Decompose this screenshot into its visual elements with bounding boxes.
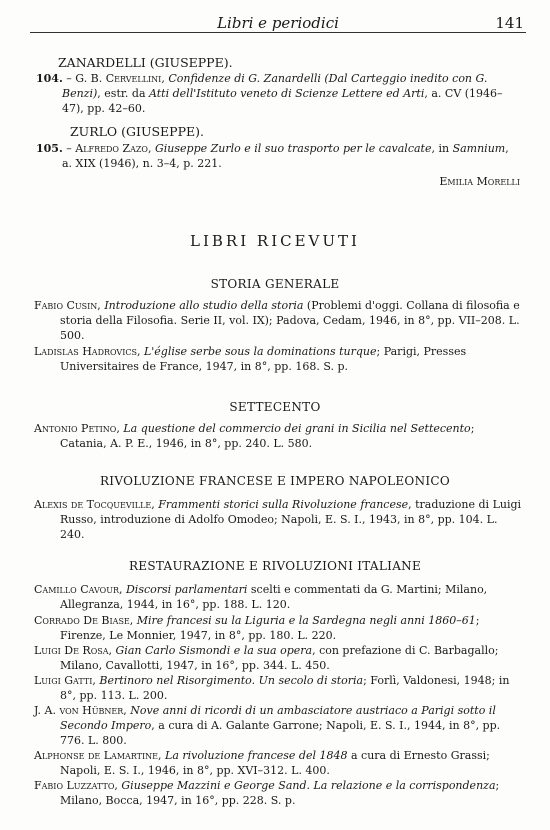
book-title: La questione del commercio dei grani in Sicilia nel Settecento (123, 422, 471, 435)
running-header (30, 10, 526, 33)
book-title: La rivoluzione francese del 1848 (165, 749, 348, 762)
book-author: Fabio Cusin, (34, 299, 101, 312)
page-number: 141 (495, 14, 524, 32)
book-entry-lamartine (34, 748, 524, 778)
book-details: scelti e commentati da G. Martini; Milano, Allegranza, 1944, in 16°, pp. 188. L. 120. (60, 583, 488, 611)
entry-rest: , a. XIX (1946), n. 3–4, p. 221. (62, 142, 509, 170)
book-author: Antonio Petino, (34, 422, 120, 435)
book-details: ; Catania, A. P. E., 1946, in 8°, pp. 240. L. 580. (60, 422, 475, 450)
entry-journal: Samnium (452, 142, 506, 155)
book-details: a cura di Ernesto Grassi; Napoli, E. S. I., 1946, in 8°, pp. XVI–312. L. 400. (60, 749, 490, 777)
subsection-settecento: SETTECENTO (229, 400, 321, 414)
running-title: Libri e periodici (217, 14, 339, 32)
entry-journal: Atti dell'Istituto veneto di Scienze Lettere ed Arti (149, 87, 425, 100)
book-details: ; Parigi, Presses Universitaires de France, 1947, in 8°, pp. 168. S. p. (60, 345, 467, 373)
book-author: Luigi Gatti, (34, 674, 96, 687)
book-title: Frammenti storici sulla Rivoluzione francese (158, 498, 409, 511)
entry-number: 105. (36, 142, 63, 155)
section-title: LIBRI RICEVUTI (190, 232, 360, 250)
subsection-rivoluzione: RIVOLUZIONE FRANCESE E IMPERO NAPOLEONICO (99, 474, 451, 488)
book-details: , con prefazione di C. Barbagallo; Milano, Cavallotti, 1947, in 16°, pp. 344. L. 450. (60, 644, 499, 672)
book-title: Discorsi parlamentari (125, 583, 248, 596)
book-entry-cusin (34, 298, 524, 343)
book-author: J. A. von Hübner, (34, 704, 127, 717)
book-details: ; Milano, Bocca, 1947, in 16°, pp. 228. S. p. (60, 779, 500, 807)
book-author: Corrado De Biase, (34, 614, 134, 627)
book-entry-derosa (34, 643, 524, 673)
review-signature: Emilia Morelli (439, 175, 520, 188)
book-entry-debiase (34, 613, 524, 643)
book-author: Ladislas Hadrovics, (34, 345, 141, 358)
book-entry-cavour (34, 582, 524, 612)
book-title: Gian Carlo Sismondi e la sua opera (115, 644, 313, 657)
book-author: Fabio Luzzatto, (34, 779, 118, 792)
book-title: Mire francesi su la Liguria e la Sardegna negli anni 1860–61 (136, 614, 476, 627)
book-details: ; Forlì, Valdonesi, 1948; in 8°, pp. 113. L. 200. (60, 674, 510, 702)
entry-heading-zurlo: ZURLO (GIUSEPPE). (70, 124, 204, 139)
entry-rest: , in (431, 142, 453, 155)
entry-title: Confidenze di G. Zanardelli (Dal Carteggio inedito con G. Benzi) (62, 72, 488, 100)
entry-104: 104. – G. B. Cervellini, Confidenze di G. Zanardelli (Dal Carteggio inedito con G. Benzi), estr. da Atti dell'Istituto veneto di Scienze Lettere ed Arti, a. CV (1946–47), pp. 42–60. (36, 72, 503, 115)
book-title: Nove anni di ricordi di un ambasciatore austriaco a Parigi sotto il Secondo Impero (60, 704, 496, 732)
book-title: L'église serbe sous la dominations turque (143, 345, 377, 358)
book-details: , traduzione di Luigi Russo, introduzione di Adolfo Omodeo; Napoli, E. S. I., 1943, in 8°, pp. 104. L. 240. (60, 498, 522, 541)
book-details: , a cura di A. Galante Garrone; Napoli, E. S. I., 1944, in 8°, pp. 776. L. 800. (60, 719, 501, 747)
book-entry-tocqueville (34, 497, 524, 542)
entry-heading-zanardelli: ZANARDELLI (GIUSEPPE). (58, 55, 233, 70)
book-author: Camillo Cavour, (34, 583, 123, 596)
entry-rest: , a. CV (1946–47), pp. 42–60. (62, 87, 503, 115)
book-author: Alphonse de Lamartine, (34, 749, 162, 762)
entry-105: 105. – Alfredo Zazo, Giuseppe Zurlo e il suo trasporto per le cavalcate, in Samnium, a. XIX (1946), n. 3–4, p. 221. (36, 142, 509, 170)
subsection-restaurazione: RESTAURAZIONE E RIVOLUZIONI ITALIANE (128, 559, 422, 573)
entry-author: Alfredo Zazo, (75, 142, 152, 155)
entry-rest: , estr. da (97, 87, 150, 100)
book-author: Luigi De Rosa, (34, 644, 113, 657)
book-entry-luzzatto (34, 778, 524, 808)
book-details: ; Firenze, Le Monnier, 1947, in 8°, pp. 180. L. 220. (60, 614, 480, 642)
book-title: Giuseppe Mazzini e George Sand. La relazione e la corrispondenza (121, 779, 496, 792)
book-details: (Problemi d'oggi. Collana di filosofia e storia della Filosofia. Serie II, vol. IX); Padova, Cedam, 1946, in 8°, pp. VII–208. L. 500. (60, 299, 520, 342)
book-author: Alexis de Tocqueville, (34, 498, 155, 511)
book-title: Bertinoro nel Risorgimento. Un secolo di storia (99, 674, 364, 687)
book-entry-petino (34, 421, 524, 451)
entry-author: G. B. Cervellini, (75, 72, 165, 85)
book-title: Introduzione allo studio della storia (104, 299, 304, 312)
subsection-storia-generale: STORIA GENERALE (210, 277, 340, 291)
entry-title: Giuseppe Zurlo e il suo trasporto per le cavalcate (154, 142, 432, 155)
entry-number: 104. (36, 72, 63, 85)
book-entry-hubner (34, 703, 524, 748)
book-entry-gatti (34, 673, 524, 703)
book-entry-hadrovics (34, 344, 524, 374)
